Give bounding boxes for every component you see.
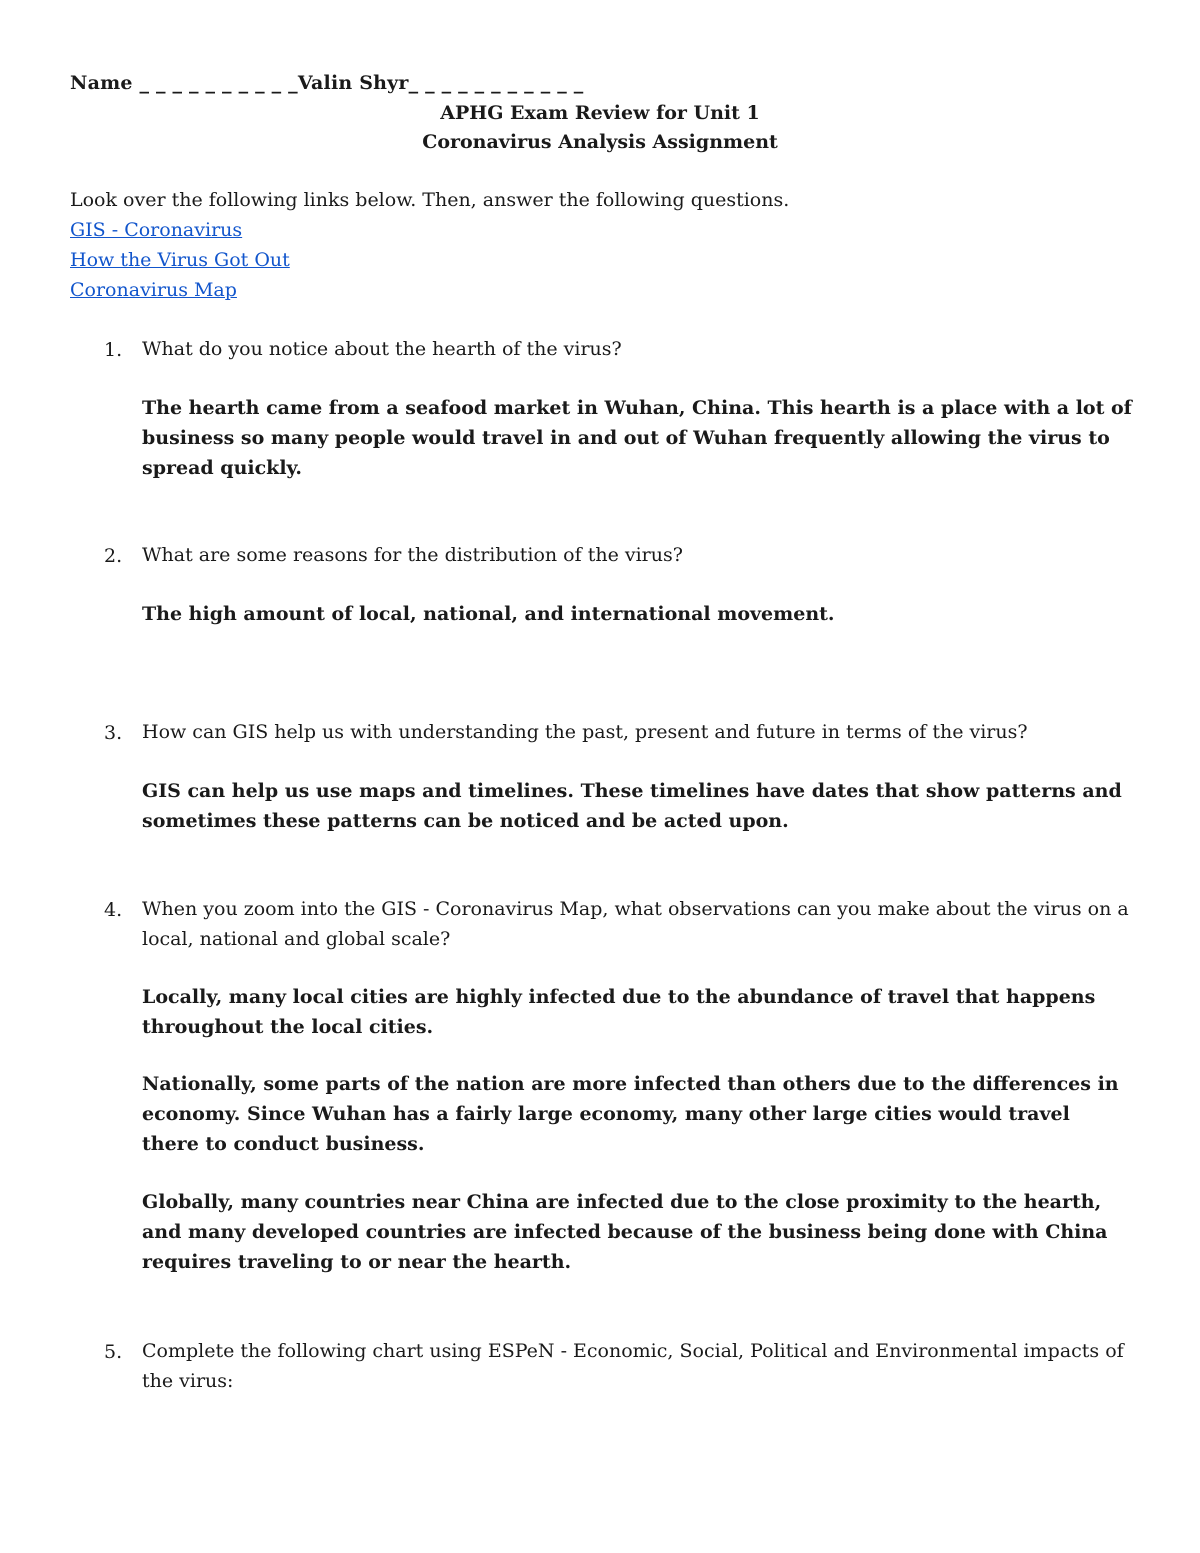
answer-text: Locally, many local cities are highly infected due to the abundance of travel that happens throughout the local cities. bbox=[142, 986, 1096, 1038]
question-number: 3. bbox=[104, 722, 123, 744]
question-number: 2. bbox=[104, 545, 123, 567]
link-coronavirus-map[interactable]: Coronavirus Map bbox=[70, 279, 237, 301]
question-text: What do you notice about the hearth of the virus? bbox=[142, 338, 622, 360]
question-number: 4. bbox=[104, 899, 123, 921]
answer-text: GIS can help us use maps and timelines. These timelines have dates that show patterns and sometimes these patterns can be noticed and be acted upon. bbox=[142, 780, 1122, 832]
question-text: When you zoom into the GIS - Coronavirus Map, what observations can you make about the virus on a local, national and global scale? bbox=[142, 898, 1129, 950]
student-name-line: Name _ _ _ _ _ _ _ _ _ _Valin Shyr_ _ _ _ _ _ _ _ _ _ _ bbox=[70, 72, 584, 94]
answer-text: The high amount of local, national, and international movement. bbox=[142, 603, 835, 625]
link-gis-coronavirus[interactable]: GIS - Coronavirus bbox=[70, 219, 243, 241]
answer-text: Nationally, some parts of the nation are more infected than others due to the differences in economy. Since Wuhan has a fairly large economy, many other large cities would travel there to conduct business. bbox=[142, 1073, 1119, 1155]
question-number: 1. bbox=[104, 339, 123, 361]
link-how-virus-got-out[interactable]: How the Virus Got Out bbox=[70, 249, 290, 271]
question-text: Complete the following chart using ESPeN - Economic, Social, Political and Environmental impacts of the virus: bbox=[142, 1340, 1124, 1392]
document-subtitle: Coronavirus Analysis Assignment bbox=[422, 131, 778, 153]
answer-text: Globally, many countries near China are infected due to the close proximity to the hearth, and many developed countries are infected because of the business being done with China requires traveling to or near the hearth. bbox=[142, 1191, 1108, 1273]
instructions: Look over the following links below. Then, answer the following questions. bbox=[70, 189, 790, 211]
question-text: What are some reasons for the distribution of the virus? bbox=[142, 544, 683, 566]
document-title: APHG Exam Review for Unit 1 bbox=[440, 102, 760, 124]
question-number: 5. bbox=[104, 1341, 123, 1363]
answer-text: The hearth came from a seafood market in Wuhan, China. This hearth is a place with a lot of business so many people would travel in and out of Wuhan frequently allowing the virus to spread quickly. bbox=[142, 397, 1132, 479]
question-text: How can GIS help us with understanding the past, present and future in terms of the virus? bbox=[142, 721, 1028, 743]
